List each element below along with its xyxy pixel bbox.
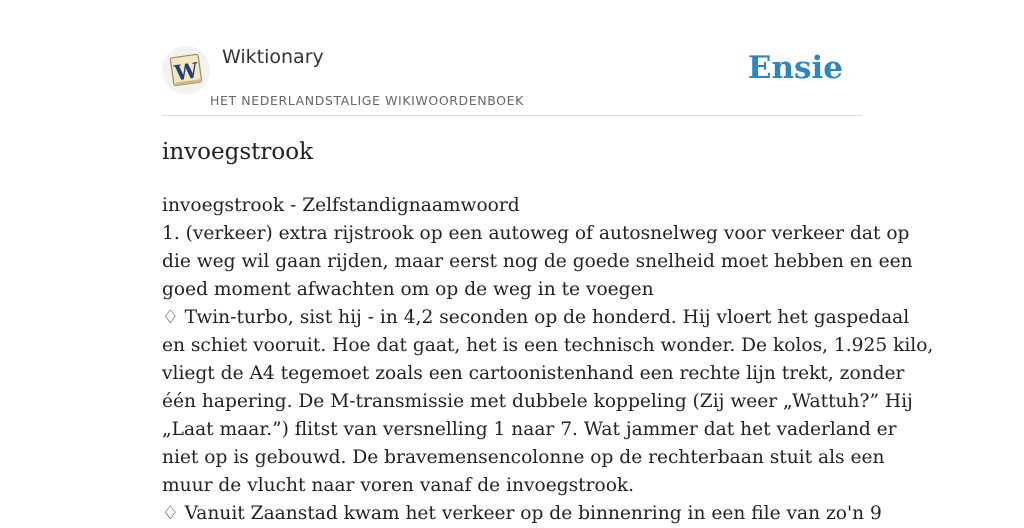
entry-line: goed moment afwachten om op de weg in te voegen xyxy=(162,279,654,300)
entry-content xyxy=(162,192,934,528)
page-title: invoegstrook xyxy=(162,139,314,165)
site-header xyxy=(162,40,862,116)
entry-line: vliegt de A4 tegemoet zoals een cartoonistenhand een rechte lijn trekt, zonder xyxy=(162,363,905,384)
wiktionary-logo-icon[interactable] xyxy=(162,46,210,94)
entry-line: één hapering. De M-transmissie met dubbele koppeling (Zij weer „Wattuh?” Hij xyxy=(162,391,913,412)
entry-line: ♢ Vanuit Zaanstad kwam het verkeer op de binnenring in een file van zo'n 9 xyxy=(162,503,882,524)
logo-letter: W xyxy=(172,57,200,86)
wiktionary-logo-graphic xyxy=(162,46,210,94)
entry-line: 1. (verkeer) extra rijstrook op een autoweg of autosnelweg voor verkeer dat op xyxy=(162,223,910,244)
source-subtitle: HET NEDERLANDSTALIGE WIKIWOORDENBOEK xyxy=(210,93,524,108)
entry-line: en schiet vooruit. Hoe dat gaat, het is een technisch wonder. De kolos, 1.925 kilo, xyxy=(162,335,934,356)
entry-line: invoegstrook - Zelfstandignaamwoord xyxy=(162,195,520,216)
ensie-brand-link[interactable]: Ensie xyxy=(747,50,843,86)
entry-line: niet op is gebouwd. De bravemensencolonne op de rechterbaan stuit als een xyxy=(162,447,885,468)
entry-line: die weg wil gaan rijden, maar eerst nog de goede snelheid moet hebben en een xyxy=(162,251,913,272)
entry-line: muur de vlucht naar voren vanaf de invoegstrook. xyxy=(162,475,635,496)
entry-line: ♢ Twin-turbo, sist hij - in 4,2 seconden op de honderd. Hij vloert het gaspedaal xyxy=(162,307,910,328)
source-name[interactable]: Wiktionary xyxy=(222,46,324,68)
entry-line: „Laat maar.”) flitst van versnelling 1 naar 7. Wat jammer dat het vaderland er xyxy=(162,419,897,440)
